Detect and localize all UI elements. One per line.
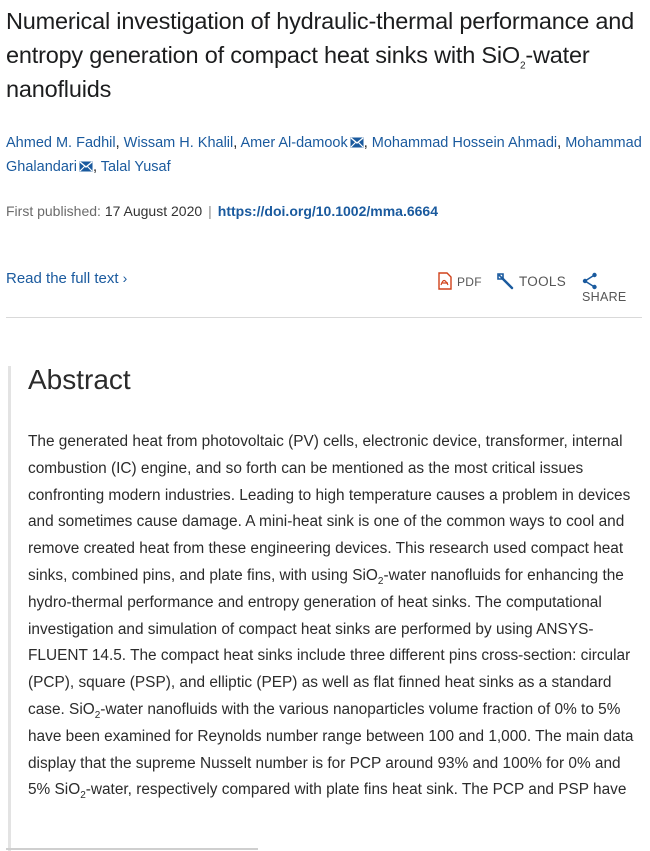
author-link[interactable]: Wissam H. Khalil	[123, 135, 234, 151]
article-actions	[6, 268, 642, 304]
author-link[interactable]: Ahmed M. Fadhil	[6, 135, 116, 151]
share-button[interactable]: SHARE	[582, 272, 642, 304]
author-link[interactable]: Talal Yusaf	[100, 159, 171, 175]
email-icon[interactable]	[350, 137, 364, 148]
abstract-text: The generated heat from photovoltaic (PV) cells, electronic device, transformer, internal combustion (IC) engine, and so forth can be mentioned as the most critical issues confronting modern industries. Leading to high temperature causes a problem in devices and sometimes cause damage. A mini-heat sink is one of the common ways to cool and remove created heat from these engineering devices. This research used compact heat sinks, combined pins, and plate fins, with using SiO$_2$-water nanofluids for enhancing the hydro-thermal performance and entropy generation of heat sinks. The computational investigation and simulation of compact heat sinks are performed by using ANSYS-FLUENT 14.5. The compact heat sinks include three different pins cross-section: circular (PCP), square (PSP), and elliptic (PEP) as well as flat finned heat sinks as a standard case. SiO$_2$-water nanofluids with the various nanoparticles volume fraction of 0% to 5% have been examined for Reynolds number range between 100 and 1,000. The main data display that the supreme Nusselt number is for PCP around 93% and 100% for 0% and 5% SiO$_2$-water, respectively compared with plate fins heat sink. The PCP and PSP have	[28, 433, 634, 802]
tools-button[interactable]: TOOLS	[496, 272, 566, 290]
bottom-divider	[6, 848, 258, 850]
chevron-right-icon: ›	[122, 270, 128, 286]
share-icon	[582, 272, 598, 290]
email-icon[interactable]	[79, 161, 93, 172]
abstract-heading: Abstract	[28, 364, 131, 395]
article-title: Numerical investigation of hydraulic-thermal performance and entropy generation of compact heat sinks with SiO$_2$-water nanofluids	[6, 8, 635, 102]
wrench-icon	[496, 272, 514, 290]
first-published-label: First published:	[6, 203, 101, 219]
section-divider	[6, 317, 642, 318]
author-link[interactable]: Mohammad Hossein Ahmadi	[371, 135, 558, 151]
read-full-text-link[interactable]: Read the full text ›	[6, 270, 128, 287]
doi-link[interactable]: https://doi.org/10.1002/mma.6664	[217, 203, 438, 219]
author-link[interactable]: Amer Al-damook	[240, 135, 348, 151]
author-list: Ahmed M. Fadhil, Wissam H. Khalil, Amer Al-damook , Mohammad Hossein Ahmadi, Mohammad Ghalandari , Talal Yusaf	[6, 135, 642, 175]
first-published-date: 17 August 2020	[104, 203, 203, 219]
pdf-icon	[438, 272, 452, 290]
publication-info: First published: 17 August 2020 | https://doi.org/10.1002/mma.6664	[6, 203, 438, 219]
abstract-side-rule	[8, 366, 11, 851]
author-link[interactable]: Mohammad Ghalandari	[6, 135, 642, 175]
pdf-button[interactable]: PDF	[438, 272, 482, 290]
